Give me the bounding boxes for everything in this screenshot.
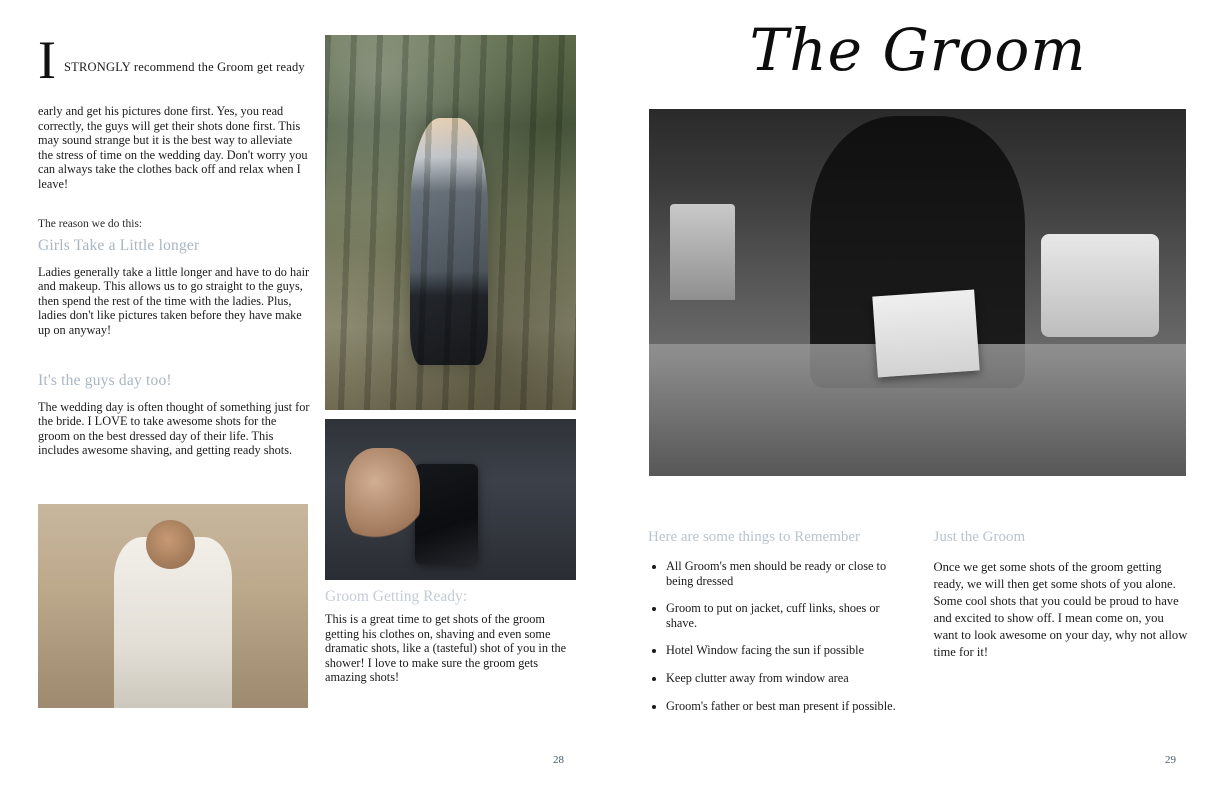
hero-image <box>649 109 1186 476</box>
groom-cufflinks-image <box>38 504 308 708</box>
spacer <box>38 338 310 372</box>
just-the-groom-body: Once we get some shots of the groom getting ready, we will then get some shots of you alone. Some cool shots that you could be proud to have and excited to show off. I mean come on, you want to look awesome on your day, why not allow time for it! <box>933 560 1188 659</box>
list-item: • Keep clutter away from window area <box>666 671 906 686</box>
list-item: • Groom's father or best man present if possible. <box>666 699 906 714</box>
drop-cap: I <box>38 30 56 90</box>
list-item: • All Groom's men should be ready or close to being dressed <box>666 559 906 588</box>
page-title: The Groom <box>749 16 1087 84</box>
section-2-body: The wedding day is often thought of something just for the bride. I LOVE to take awesome shots for the groom on the best dressed day of their life. This includes awesome shaving, and getting ready shots. <box>38 399 310 458</box>
groom-flask-photo <box>325 419 576 580</box>
reason-label: The reason we do this: <box>38 217 143 230</box>
intro-lead-line: STRONGLY recommend the Groom get ready <box>63 60 305 74</box>
caption-body: This is a great time to get shots of the groom getting his clothes on, shaving and even some dramatic shots, like a (tasteful) shot of you in the shower! I love to make sure the groom gets amazing shots! <box>325 612 567 685</box>
remember-list <box>648 559 906 713</box>
section-1-heading: Girls Take a Little longer <box>38 236 200 254</box>
caption-heading: Groom Getting Ready: <box>325 588 468 605</box>
section-2-heading: It's the guys day too! <box>38 371 172 389</box>
groom-cufflinks-photo <box>38 504 308 708</box>
right-page <box>612 0 1224 792</box>
intro-block <box>38 30 310 94</box>
page-number-left: 28 <box>553 754 564 766</box>
just-the-groom-column <box>934 529 1192 726</box>
left-text-column <box>38 30 310 458</box>
list-item: • Hotel Window facing the sun if possible <box>666 643 906 658</box>
just-the-groom-heading: Just the Groom <box>933 529 1026 545</box>
remember-column <box>648 529 906 726</box>
pillow-shape <box>1041 234 1159 337</box>
groom-standing-image <box>325 35 576 410</box>
intro-paragraph: early and get his pictures done first. Yes, you read correctly, the guys will get their shots done first. This may sound strange but it is the best way to alleviate the stress of time on the wedding day. Don't worry you can always take the clothes back off and relax when I leave! <box>38 104 308 191</box>
page-number-right: 29 <box>1165 754 1176 766</box>
section-1-body: Ladies generally take a little longer and have to do hair and makeup. This allows us to go straight to the guys, then spend the rest of the time with the ladies. Plus, ladies don't like pictures taken before they have make up on anyway! <box>38 264 310 337</box>
hero-photo <box>649 109 1186 476</box>
groom-flask-image <box>325 419 576 580</box>
list-item: • Groom to put on jacket, cuff links, shoes or shave. <box>666 601 906 630</box>
groom-standing-photo <box>325 35 576 410</box>
bed-shape <box>649 344 1186 476</box>
bottom-columns <box>648 529 1191 726</box>
lamp-shape <box>670 204 734 299</box>
remember-heading: Here are some things to Remember <box>648 529 861 545</box>
